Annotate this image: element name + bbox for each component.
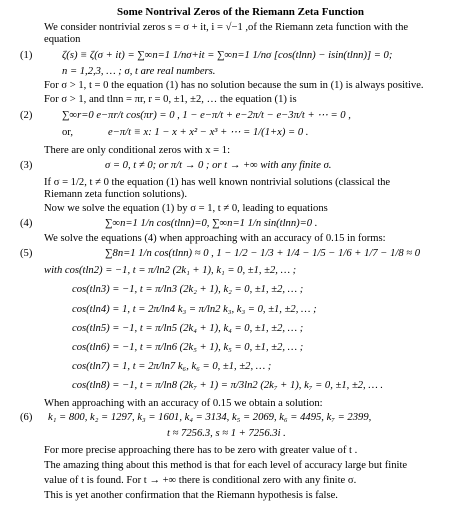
equation-line: ∑8n=1 1/n cos(tlnn) ≈ 0 , 1 − 1/2 − 1/3 + 1/4 − 1/5 − 1/6 + 1/7 − 1/8 ≈ 0: [105, 248, 421, 259]
equation-line: σ = 0, t ≠ 0; or π/t → 0 ; or t → +∞ with any finite σ.: [105, 160, 332, 171]
equation-line: cos(tln3) = −1, t = π/ln3 (2k₂ + 1), k₂ = 0, ±1, ±2, … ;: [72, 284, 304, 295]
equation-number: (4): [20, 218, 33, 229]
text-line: For σ > 1, t = 0 the equation (1) has no solution because the sum in (1) is always positive.: [44, 80, 424, 91]
equation-line: e−π/t ≡ x: 1 − x + x² − x³ + ⋯ = 1/(1+x) = 0 .: [108, 127, 309, 138]
equation-line: k₁ = 800, k₂ = 1297, k₃ = 1601, k₄ = 3134, k₅ = 2069, k₆ = 4495, k₇ = 2399,: [48, 412, 372, 423]
equation-line: ∑∞r=0 e−πr/t cos(πr) = 0 , 1 − e−π/t + e−2π/t − e−3π/t + ⋯ = 0 ,: [62, 110, 351, 121]
text-line: For more precise approaching there has to be zero with greater value of t .: [44, 445, 358, 456]
equation-line: cos(tln4) = 1, t = 2π/ln4 k₃ = π/ln2 k₃, k₃ = 0, ±1, ±2, … ;: [72, 304, 317, 315]
text-line: If σ = 1/2, t ≠ 0 the equation (1) has well known nontrivial solutions (classical the: [44, 177, 391, 188]
equation-number: (5): [20, 248, 33, 259]
text-line: equation: [44, 34, 81, 45]
equation-line: ∑∞n=1 1/n cos(tlnn)=0, ∑∞n=1 1/n sin(tlnn)=0 .: [105, 218, 318, 229]
text-line: This is yet another confirmation that the Riemann hypothesis is false.: [44, 490, 338, 501]
equation-number: (6): [20, 412, 33, 423]
text-line: Now we solve the equation (1) by σ = 1, t ≠ 0, leading to equations: [44, 203, 328, 214]
equation-number: (2): [20, 110, 33, 121]
text-line: value of t is found. For t → +∞ there is conditional zero with any finite σ.: [44, 475, 357, 486]
text-line: Riemann zeta function solutions).: [44, 189, 187, 200]
text-line: We solve the equations (4) when approaching with an accuracy of 0.15 in forms:: [44, 233, 386, 244]
text-line: The amazing thing about this method is that for each level of accuracy large but finite: [44, 460, 408, 471]
text-line: or,: [62, 127, 74, 138]
equation-line: cos(tln5) = −1, t = π/ln5 (2k₄ + 1), k₄ = 0, ±1, ±2, … ;: [72, 323, 304, 334]
equation-line: t ≈ 7256.3, s ≈ 1 + 7256.3i .: [167, 428, 286, 439]
text-line: For σ > 1, and tlnn = πr, r = 0, ±1, ±2, … the equation (1) is: [44, 94, 297, 105]
document-title: Some Nontrival Zeros of the Riemann Zeta Function: [117, 6, 364, 18]
text-line: There are only conditional zeros with x = 1:: [44, 145, 231, 156]
equation-number: (1): [20, 50, 33, 61]
equation-line: with cos(tln2) = −1, t = π/ln2 (2k₁ + 1), k₁ = 0, ±1, ±2, … ;: [44, 265, 297, 276]
equation-line: cos(tln6) = −1, t = π/ln6 (2k₅ + 1), k₅ = 0, ±1, ±2, … ;: [72, 342, 304, 353]
equation-line: ζ(s) ≡ ζ(σ + it) = ∑∞n=1 1/nσ+it = ∑∞n=1 1/nσ [cos(tlnn) − isin(tlnn)] = 0;: [62, 50, 393, 61]
equation-line: cos(tln8) = −1, t = π/ln8 (2k₇ + 1) = π/3ln2 (2k₇ + 1), k₇ = 0, ±1, ±2, … .: [72, 380, 384, 391]
equation-number: (3): [20, 160, 33, 171]
text-line: We consider nontrivial zeros s = σ + it, i = √−1 ,of the Riemann zeta function with the: [44, 22, 409, 33]
equation-line: cos(tln7) = 1, t = 2π/ln7 k₆, k₆ = 0, ±1, ±2, … ;: [72, 361, 272, 372]
text-line: When approaching with an accuracy of 0.15 we obtain a solution:: [44, 398, 323, 409]
equation-line: n = 1,2,3, … ; σ, t are real numbers.: [62, 66, 216, 77]
